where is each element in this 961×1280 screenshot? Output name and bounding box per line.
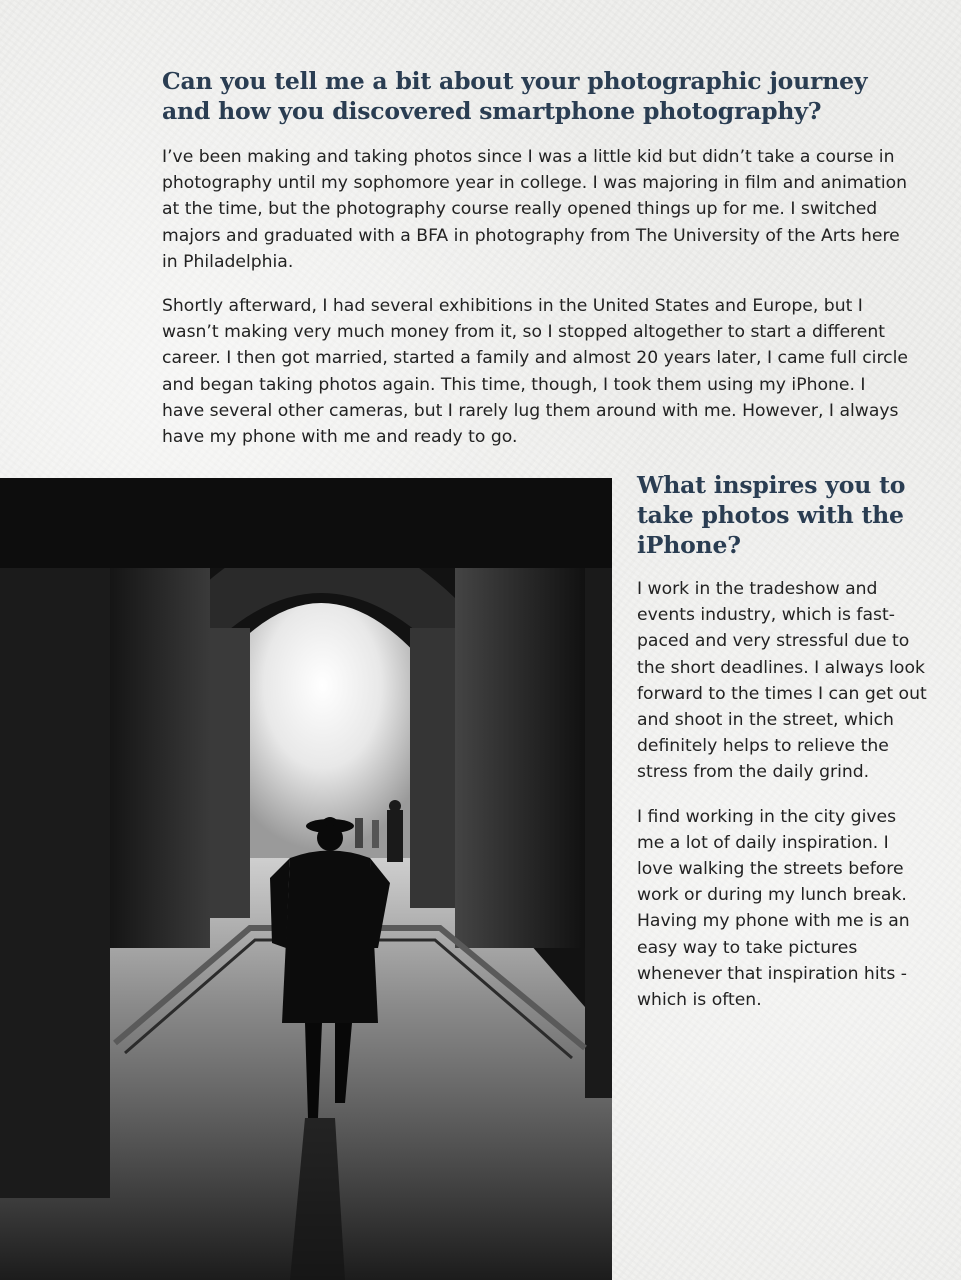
answer-paragraph: Shortly afterward, I had several exhibitions in the United States and Europe, but I wasn’t making very much money from it, so I stopped altogether to start a different career. I then got married, started a family and almost 20 years later, I came full circle and began taking photos again. This time, though, I took them using my iPhone. I have several other cameras, but I rarely lug them around with me. However, I always have my phone with me and ready to go. bbox=[162, 296, 908, 448]
answer-paragraph: I’ve been making and taking photos since I was a little kid but didn’t take a course in photography until my sophomore year in college. I was majoring in film and animation at the time, but the photography course really opened things up for me. I switched majors and graduated with a BFA in photography from The University of the Arts here in Philadelphia. bbox=[162, 147, 908, 272]
interview-section-inspiration bbox=[637, 470, 937, 1013]
interview-section-journey bbox=[162, 66, 912, 450]
answer-paragraph: I work in the tradeshow and events industry, which is fast-paced and very stressful due to the short deadlines. I always look forward to the times I can get out and shoot in the street, which definitely helps to relieve the stress from the daily grind. bbox=[637, 579, 927, 783]
archway-photo bbox=[0, 478, 612, 1280]
question-heading-journey: Can you tell me a bit about your photographic journey and how you discovered smartphone photography? bbox=[162, 67, 868, 125]
question-heading-inspiration: What inspires you to take photos with the iPhone? bbox=[637, 471, 906, 559]
answer-paragraph: I find working in the city gives me a lot of daily inspiration. I love walking the streets before work or during my lunch break. Having my phone with me is an easy way to take pictures whenever that inspiration hits - which is often. bbox=[637, 806, 910, 1011]
archway-photo-illustration bbox=[0, 478, 612, 1280]
